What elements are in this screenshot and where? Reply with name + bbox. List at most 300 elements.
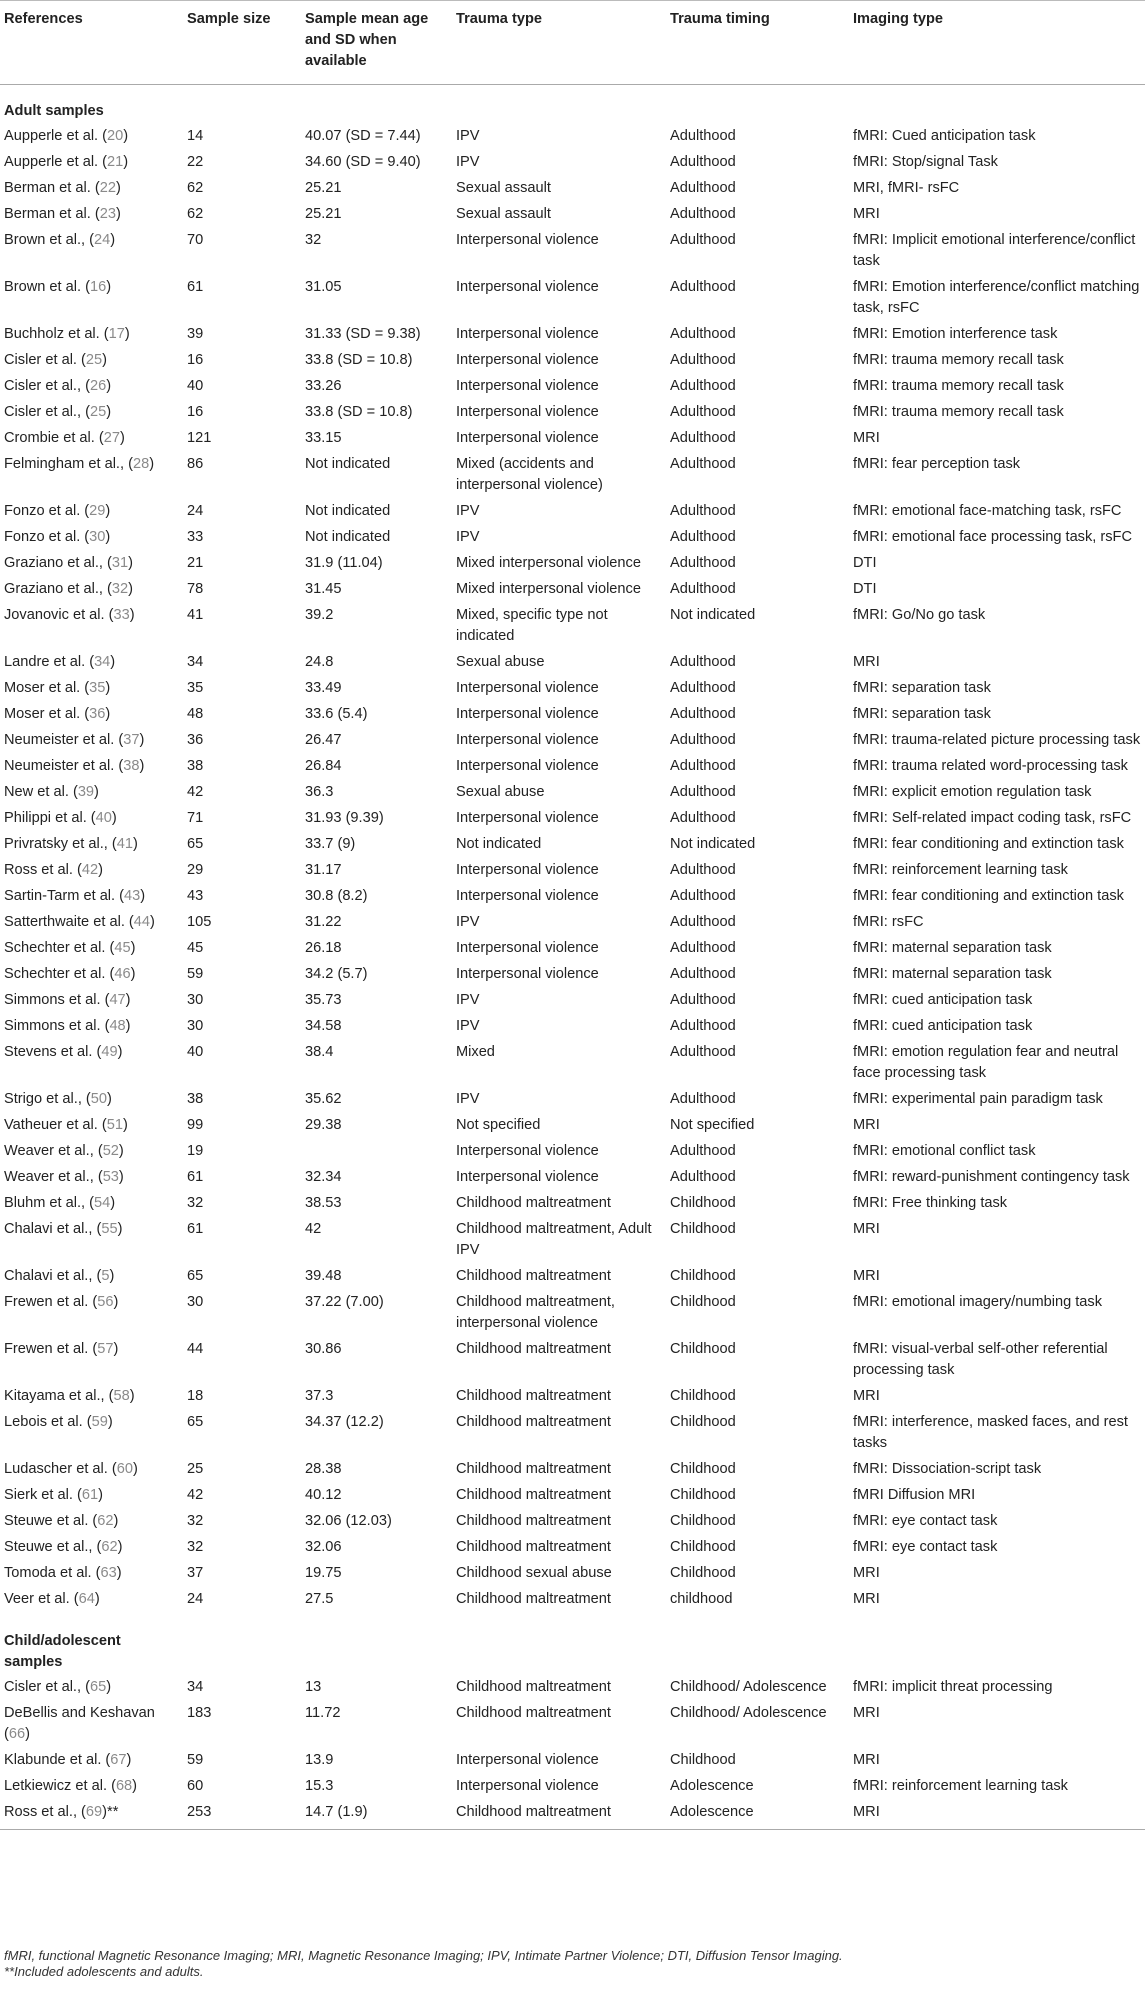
reference-cell xyxy=(0,1677,183,1703)
reference-cell xyxy=(0,1750,183,1776)
imaging-type-cell: fMRI: Emotion interference task xyxy=(853,326,1058,342)
sample-size-cell: 38 xyxy=(187,758,204,774)
trauma-timing-cell: Childhood xyxy=(670,1539,736,1555)
table-row xyxy=(0,1115,1145,1141)
sample-size-cell: 37 xyxy=(187,1565,204,1581)
reference-close: ) xyxy=(117,1044,123,1060)
reference-cell xyxy=(0,1339,183,1386)
reference-close: ) xyxy=(98,1487,103,1503)
reference-number-link[interactable]: 62 xyxy=(101,1539,118,1555)
reference-author: Satterthwaite et al. ( xyxy=(4,914,134,930)
reference-number-link[interactable]: 21 xyxy=(107,154,124,170)
reference-cell xyxy=(0,1219,183,1266)
imaging-type-cell: fMRI: maternal separation task xyxy=(853,966,1052,982)
reference-number-link[interactable]: 25 xyxy=(89,404,107,420)
trauma-type-cell: Childhood maltreatment, Adult IPV xyxy=(456,1221,652,1258)
mean-age-cell: 13.9 xyxy=(305,1752,334,1768)
trauma-timing-cell: Adulthood xyxy=(670,940,736,956)
reference-author: Jovanovic et al. ( xyxy=(4,607,114,623)
trauma-type-cell: Sexual abuse xyxy=(456,784,545,800)
table-row xyxy=(0,126,1145,152)
sample-size-cell: 16 xyxy=(187,352,204,368)
table-row xyxy=(0,204,1145,230)
mean-age-cell: 26.84 xyxy=(305,758,342,774)
table-row xyxy=(0,1563,1145,1589)
trauma-type-cell: Interpersonal violence xyxy=(456,1143,599,1159)
reference-number-link[interactable]: 33 xyxy=(113,607,130,623)
sample-size-cell: 34 xyxy=(187,654,204,670)
imaging-type-cell: MRI xyxy=(853,1565,880,1581)
reference-author: Letkiewicz et al. ( xyxy=(4,1778,116,1794)
reference-close: ) xyxy=(125,1018,131,1034)
imaging-type-cell: MRI xyxy=(853,1752,880,1768)
mean-age-cell: 32 xyxy=(305,232,322,248)
imaging-type-cell: fMRI: rsFC xyxy=(853,914,924,930)
reference-author: Weaver et al., ( xyxy=(4,1143,103,1159)
sample-size-cell: 59 xyxy=(187,966,204,982)
reference-number-link[interactable]: 67 xyxy=(110,1752,127,1768)
mean-age-cell: 32.34 xyxy=(305,1169,342,1185)
sample-size-cell: 253 xyxy=(183,1802,301,1830)
reference-close: ) xyxy=(107,1414,113,1430)
sample-size-cell: 16 xyxy=(187,404,204,420)
reference-author: Moser et al. ( xyxy=(4,706,90,722)
sample-size-cell: 33 xyxy=(187,529,204,545)
table-row xyxy=(0,990,1145,1016)
reference-number-link[interactable]: 54 xyxy=(94,1195,111,1211)
reference-close: ) xyxy=(94,1591,100,1607)
reference-number-link[interactable]: 20 xyxy=(107,128,124,144)
mean-age-cell: 31.93 (9.39) xyxy=(305,810,384,826)
reference-cell xyxy=(0,834,183,860)
reference-cell xyxy=(0,178,183,204)
trauma-timing-cell: Childhood xyxy=(670,1461,736,1477)
reference-author: Schechter et al. ( xyxy=(4,966,115,982)
reference-number-link[interactable]: 56 xyxy=(97,1294,114,1310)
mean-age-cell: 34.58 xyxy=(305,1018,342,1034)
mean-age-cell: 31.9 (11.04) xyxy=(305,555,383,571)
reference-cell xyxy=(0,1115,183,1141)
trauma-type-cell: Sexual abuse xyxy=(456,654,545,670)
mean-age-cell: 38.53 xyxy=(305,1195,342,1211)
table-row xyxy=(0,1339,1145,1386)
trauma-timing-cell: Adulthood xyxy=(670,992,736,1008)
reference-number-link[interactable]: 57 xyxy=(97,1341,114,1357)
trauma-timing-cell: Adulthood xyxy=(670,581,736,597)
sample-size-cell: 45 xyxy=(187,940,204,956)
reference-close: ) xyxy=(106,1679,112,1695)
reference-number-link[interactable]: 63 xyxy=(100,1565,117,1581)
reference-cell xyxy=(0,402,183,428)
trauma-timing-cell: Adulthood xyxy=(670,404,736,420)
reference-number-link[interactable]: 48 xyxy=(109,1018,126,1034)
trauma-type-cell: Interpersonal violence xyxy=(456,404,599,420)
table-row xyxy=(0,1042,1145,1089)
reference-cell xyxy=(0,730,183,756)
trauma-type-cell: Mixed xyxy=(456,1044,495,1060)
mean-age-cell: 33.8 (SD = 10.8) xyxy=(305,404,413,420)
trauma-type-cell: Mixed interpersonal violence xyxy=(456,581,641,597)
reference-close: ) xyxy=(115,180,121,196)
table-row xyxy=(0,1292,1145,1339)
reference-close: ) xyxy=(126,1752,132,1768)
trauma-type-cell: Childhood maltreatment xyxy=(456,1705,611,1721)
imaging-type-cell: fMRI: Cued anticipation task xyxy=(853,128,1036,144)
reference-author: Neumeister et al. ( xyxy=(4,732,124,748)
imaging-type-cell: fMRI: fear perception task xyxy=(853,456,1021,472)
table-row xyxy=(0,1266,1145,1292)
imaging-type-cell: fMRI: Self-related impact coding task, rsFC xyxy=(853,810,1132,826)
trauma-timing-cell: Adulthood xyxy=(670,810,736,826)
reference-number-link[interactable]: 43 xyxy=(124,888,141,904)
reference-author: Landre et al. ( xyxy=(4,654,95,670)
reference-cell xyxy=(0,912,183,938)
reference-cell xyxy=(0,1386,183,1412)
reference-author: Fonzo et al. ( xyxy=(4,503,90,519)
sample-size-cell: 32 xyxy=(187,1513,204,1529)
trauma-timing-cell: Childhood xyxy=(670,1221,736,1237)
reference-author: Frewen et al. ( xyxy=(4,1294,98,1310)
trauma-type-cell: IPV xyxy=(456,128,480,144)
reference-number-link[interactable]: 59 xyxy=(91,1414,108,1430)
reference-number-link[interactable]: 17 xyxy=(108,326,125,342)
trauma-type-cell: Interpersonal violence xyxy=(456,680,599,696)
reference-close: ) xyxy=(107,1091,112,1107)
reference-number-link[interactable]: 25 xyxy=(85,352,103,368)
table-row xyxy=(0,1412,1145,1459)
reference-cell xyxy=(0,152,183,178)
trauma-timing-cell: Childhood xyxy=(670,1294,736,1310)
reference-number-link[interactable]: 58 xyxy=(113,1388,130,1404)
reference-author: Bluhm et al., ( xyxy=(4,1195,95,1211)
trauma-timing-cell: Adolescence xyxy=(666,1802,849,1830)
reference-close: ) xyxy=(117,1539,123,1555)
table-row xyxy=(0,704,1145,730)
trauma-type-cell: Childhood maltreatment xyxy=(456,1679,611,1695)
reference-number-link[interactable]: 46 xyxy=(114,966,131,982)
trauma-timing-cell: Adulthood xyxy=(670,654,736,670)
table-row xyxy=(0,1485,1145,1511)
sample-size-cell: 30 xyxy=(187,992,204,1008)
reference-cell xyxy=(0,553,183,579)
reference-number-link[interactable]: 5 xyxy=(101,1268,110,1284)
reference-close: ) xyxy=(106,404,112,420)
trauma-type-cell: Childhood maltreatment xyxy=(456,1388,611,1404)
reference-cell xyxy=(0,1089,183,1115)
trauma-type-cell: Childhood maltreatment xyxy=(456,1487,611,1503)
sample-size-cell: 60 xyxy=(187,1778,204,1794)
reference-number-link[interactable]: 50 xyxy=(90,1091,108,1107)
trauma-type-cell: Mixed (accidents and interpersonal violence) xyxy=(456,456,603,493)
reference-number-link[interactable]: 37 xyxy=(123,732,140,748)
imaging-type-cell: fMRI: Dissociation-script task xyxy=(853,1461,1042,1477)
trauma-type-cell: IPV xyxy=(456,529,480,545)
mean-age-cell: 11.72 xyxy=(305,1705,341,1721)
trauma-type-cell: IPV xyxy=(456,503,480,519)
reference-number-link[interactable]: 31 xyxy=(111,555,129,571)
reference-author: Cisler et al. ( xyxy=(4,352,86,368)
reference-number-link[interactable]: 26 xyxy=(89,378,107,394)
trauma-timing-cell: Not indicated xyxy=(670,836,756,852)
reference-close: ) xyxy=(128,555,133,571)
reference-number-link[interactable]: 61 xyxy=(81,1487,99,1503)
reference-number-link[interactable]: 45 xyxy=(114,940,131,956)
reference-cell xyxy=(0,230,183,277)
sample-size-cell: 19 xyxy=(187,1143,204,1159)
reference-number-link[interactable]: 35 xyxy=(89,680,106,696)
reference-cell xyxy=(0,376,183,402)
trauma-timing-cell: Not specified xyxy=(670,1117,755,1133)
imaging-type-cell: fMRI: emotional conflict task xyxy=(853,1143,1036,1159)
reference-author: Simmons et al. ( xyxy=(4,992,110,1008)
sample-size-cell: 36 xyxy=(187,732,204,748)
reference-number-link[interactable]: 27 xyxy=(103,430,120,446)
header-row xyxy=(0,1,1145,85)
trauma-timing-cell: Adulthood xyxy=(670,888,736,904)
table-body xyxy=(0,85,1145,1830)
mean-age-cell: 33.7 (9) xyxy=(305,836,356,852)
table-row xyxy=(0,1703,1145,1750)
mean-age-cell: 31.22 xyxy=(305,914,342,930)
mean-age-cell: 40.07 (SD = 7.44) xyxy=(305,128,421,144)
table-row xyxy=(0,1089,1145,1115)
reference-number-link[interactable]: 24 xyxy=(94,232,111,248)
reference-close: )** xyxy=(102,1804,119,1820)
reference-number-link[interactable]: 47 xyxy=(109,992,126,1008)
table-row xyxy=(0,860,1145,886)
reference-number-link[interactable]: 30 xyxy=(89,529,106,545)
reference-cell xyxy=(0,704,183,730)
reference-author: Philippi et al. ( xyxy=(4,810,96,826)
imaging-type-cell: fMRI: trauma-related picture processing task xyxy=(853,732,1141,748)
reference-number-link[interactable]: 60 xyxy=(116,1461,133,1477)
table-row xyxy=(0,756,1145,782)
trauma-timing-cell: Adulthood xyxy=(670,279,736,295)
reference-close: ) xyxy=(106,378,112,394)
reference-number-link[interactable]: 22 xyxy=(99,180,116,196)
reference-cell xyxy=(0,1563,183,1589)
trauma-type-cell: Interpersonal violence xyxy=(456,232,599,248)
reference-number-link[interactable]: 55 xyxy=(101,1221,118,1237)
reference-author: Schechter et al. ( xyxy=(4,940,115,956)
table-row xyxy=(0,1193,1145,1219)
table-row xyxy=(0,912,1145,938)
reference-number-link[interactable]: 42 xyxy=(81,862,99,878)
reference-author: Veer et al. ( xyxy=(4,1591,79,1607)
imaging-type-cell: fMRI: fear conditioning and extinction task xyxy=(853,888,1124,904)
reference-number-link[interactable]: 28 xyxy=(132,456,150,472)
reference-close: ) xyxy=(115,206,121,222)
mean-age-cell: 32.06 (12.03) xyxy=(305,1513,392,1529)
mean-age-cell: 42 xyxy=(305,1221,322,1237)
mean-age-cell: 24.8 xyxy=(305,654,334,670)
reference-number-link[interactable]: 65 xyxy=(89,1679,107,1695)
header-trauma-timing: Trauma timing xyxy=(666,1,849,85)
imaging-type-cell: MRI xyxy=(853,430,880,446)
reference-number-link[interactable]: 49 xyxy=(101,1044,118,1060)
reference-author: Weaver et al., ( xyxy=(4,1169,103,1185)
trauma-timing-cell: Adulthood xyxy=(670,529,736,545)
reference-cell xyxy=(0,1266,183,1292)
reference-cell xyxy=(0,1589,183,1615)
reference-number-link[interactable]: 52 xyxy=(102,1143,119,1159)
header-references: References xyxy=(0,1,183,85)
imaging-type-cell: fMRI: Stop/signal Task xyxy=(853,154,998,170)
imaging-type-cell: MRI xyxy=(849,1802,1145,1830)
reference-author: Steuwe et al., ( xyxy=(4,1539,102,1555)
trauma-timing-cell: Childhood xyxy=(670,1195,736,1211)
table-row xyxy=(0,350,1145,376)
sample-size-cell: 40 xyxy=(187,1044,204,1060)
sample-size-cell: 65 xyxy=(187,836,204,852)
reference-author: Fonzo et al. ( xyxy=(4,529,90,545)
reference-close: ) xyxy=(98,862,103,878)
sample-size-cell: 42 xyxy=(187,784,204,800)
trauma-timing-cell: Adulthood xyxy=(670,154,736,170)
table-header xyxy=(0,1,1145,85)
reference-cell xyxy=(0,454,183,501)
imaging-type-cell: fMRI: Emotion interference/conflict matching task, rsFC xyxy=(853,279,1140,316)
reference-number-link[interactable]: 16 xyxy=(89,279,107,295)
reference-number-link[interactable]: 29 xyxy=(89,503,106,519)
imaging-type-cell: fMRI: maternal separation task xyxy=(853,940,1052,956)
sample-size-cell: 62 xyxy=(187,206,204,222)
mean-age-cell: 33.49 xyxy=(305,680,342,696)
imaging-type-cell: fMRI: reinforcement learning task xyxy=(853,862,1068,878)
mean-age-cell: 15.3 xyxy=(305,1778,334,1794)
mean-age-cell: 26.18 xyxy=(305,940,342,956)
reference-cell xyxy=(0,1292,183,1339)
trauma-timing-cell: Adulthood xyxy=(670,232,736,248)
trauma-timing-cell: Adulthood xyxy=(670,1044,736,1060)
imaging-type-cell: fMRI: implicit threat processing xyxy=(853,1679,1053,1695)
reference-cell xyxy=(0,1042,183,1089)
reference-number-link[interactable]: 41 xyxy=(116,836,133,852)
trauma-type-cell: Interpersonal violence xyxy=(456,888,599,904)
trauma-timing-cell: Childhood xyxy=(670,1268,736,1284)
trauma-timing-cell: Adulthood xyxy=(670,378,736,394)
trauma-timing-cell: childhood xyxy=(670,1591,733,1607)
reference-close: ) xyxy=(150,914,155,930)
reference-author: Steuwe et al. ( xyxy=(4,1513,98,1529)
sample-size-cell: 25 xyxy=(187,1461,204,1477)
reference-number-link[interactable]: 69 xyxy=(85,1804,103,1820)
trauma-type-cell: Interpersonal violence xyxy=(456,1169,599,1185)
trauma-type-cell: IPV xyxy=(456,992,480,1008)
trauma-type-cell: Childhood sexual abuse xyxy=(456,1565,612,1581)
imaging-type-cell: MRI xyxy=(853,206,880,222)
reference-number-link[interactable]: 68 xyxy=(115,1778,133,1794)
trauma-timing-cell: Adulthood xyxy=(670,1143,736,1159)
reference-number-link[interactable]: 23 xyxy=(99,206,116,222)
imaging-type-cell: fMRI: trauma related word-processing task xyxy=(853,758,1128,774)
trauma-type-cell: Interpersonal violence xyxy=(456,378,599,394)
reference-number-link[interactable]: 32 xyxy=(111,581,129,597)
reference-cell xyxy=(0,350,183,376)
imaging-type-cell: fMRI: experimental pain paradigm task xyxy=(853,1091,1103,1107)
imaging-type-cell: fMRI: Free thinking task xyxy=(853,1195,1008,1211)
trauma-timing-cell: Adulthood xyxy=(670,1018,736,1034)
reference-number-link[interactable]: 62 xyxy=(97,1513,114,1529)
reference-cell xyxy=(0,1485,183,1511)
imaging-type-cell: fMRI: trauma memory recall task xyxy=(853,352,1064,368)
sample-size-cell: 48 xyxy=(187,706,204,722)
reference-close: ) xyxy=(102,352,108,368)
trauma-timing-cell: Adulthood xyxy=(670,914,736,930)
sample-size-cell: 29 xyxy=(187,862,204,878)
table-row xyxy=(0,1219,1145,1266)
reference-author: Cisler et al., ( xyxy=(4,378,90,394)
reference-author: Tomoda et al. ( xyxy=(4,1565,101,1581)
imaging-type-cell: fMRI: Go/No go task xyxy=(853,607,986,623)
reference-number-link[interactable]: 36 xyxy=(89,706,106,722)
mean-age-cell: 39.2 xyxy=(305,607,334,623)
trauma-type-cell: Interpersonal violence xyxy=(456,732,599,748)
trauma-type-cell: Interpersonal violence xyxy=(456,966,599,982)
table-row xyxy=(0,402,1145,428)
reference-close: ) xyxy=(139,732,145,748)
reference-cell xyxy=(0,1141,183,1167)
reference-number-link[interactable]: 44 xyxy=(133,914,151,930)
trauma-timing-cell: Adulthood xyxy=(670,1091,736,1107)
sample-size-cell: 41 xyxy=(187,607,204,623)
trauma-type-cell: Childhood maltreatment xyxy=(456,1414,611,1430)
sample-size-cell: 22 xyxy=(187,154,204,170)
reference-close: ) xyxy=(133,1461,138,1477)
reference-close: ) xyxy=(105,680,111,696)
trauma-timing-cell: Childhood xyxy=(670,1565,736,1581)
trauma-timing-cell: Adulthood xyxy=(670,732,736,748)
table-row xyxy=(0,1511,1145,1537)
reference-number-link[interactable]: 66 xyxy=(8,1726,26,1742)
reference-close: ) xyxy=(110,654,116,670)
reference-author: Aupperle et al. ( xyxy=(4,154,108,170)
imaging-type-cell: fMRI: reinforcement learning task xyxy=(853,1778,1068,1794)
reference-close: ) xyxy=(111,810,117,826)
trauma-timing-cell: Adulthood xyxy=(670,456,736,472)
mean-age-cell: 31.33 (SD = 9.38) xyxy=(305,326,421,342)
trauma-type-cell: Childhood maltreatment, interpersonal violence xyxy=(456,1294,615,1331)
imaging-type-cell: MRI, fMRI- rsFC xyxy=(853,180,960,196)
imaging-type-cell: fMRI: interference, masked faces, and rest tasks xyxy=(853,1414,1128,1451)
reference-close: ) xyxy=(117,1221,123,1237)
reference-number-link[interactable]: 51 xyxy=(106,1117,123,1133)
reference-close: ) xyxy=(132,836,138,852)
trauma-timing-cell: Adulthood xyxy=(670,758,736,774)
trauma-type-cell: Mixed interpersonal violence xyxy=(456,555,641,571)
sample-size-cell: 30 xyxy=(187,1294,204,1310)
reference-close: ) xyxy=(124,326,130,342)
header-sample-mean-age: Sample mean age and SD when available xyxy=(301,1,452,85)
mean-age-cell: 14.7 (1.9) xyxy=(301,1802,452,1830)
reference-number-link[interactable]: 34 xyxy=(94,654,111,670)
reference-number-link[interactable]: 38 xyxy=(123,758,140,774)
reference-cell xyxy=(0,1511,183,1537)
reference-number-link[interactable]: 40 xyxy=(95,810,112,826)
reference-number-link[interactable]: 39 xyxy=(77,784,95,800)
reference-number-link[interactable]: 64 xyxy=(78,1591,95,1607)
trauma-type-cell: IPV xyxy=(456,1018,480,1034)
reference-close: ) xyxy=(125,992,131,1008)
sample-size-cell: 32 xyxy=(187,1539,204,1555)
reference-cell xyxy=(0,1802,183,1830)
reference-author: Buchholz et al. ( xyxy=(4,326,109,342)
trauma-timing-cell: Adulthood xyxy=(670,430,736,446)
reference-close: ) xyxy=(113,1513,119,1529)
reference-number-link[interactable]: 53 xyxy=(102,1169,119,1185)
table-row xyxy=(0,1677,1145,1703)
imaging-type-cell: MRI xyxy=(853,1388,880,1404)
